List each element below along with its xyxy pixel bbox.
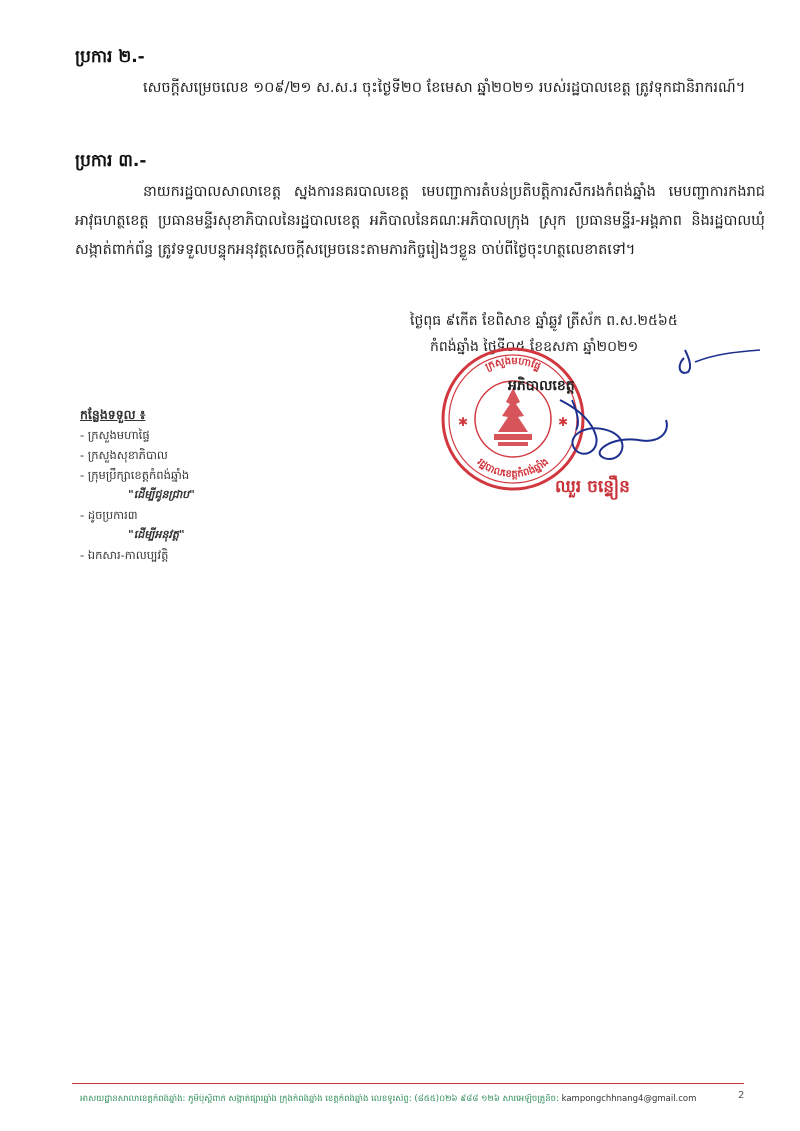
svg-text:✱: ✱ xyxy=(558,415,569,429)
recipient-item: - ដូចប្រការ៣ xyxy=(80,508,138,522)
recipient-item: - ក្រុមប្រឹក្សាខេត្តកំពង់ឆ្នាំង xyxy=(80,468,190,482)
recipients-title: កន្លែងទទួល ៖ xyxy=(80,407,146,422)
signatory-title: អភិបាលខេត្ត xyxy=(508,378,575,394)
seal-bottom-text: រដ្ឋបាលខេត្តកំពង់ឆ្នាំង xyxy=(474,456,552,481)
signatory-name: ឈួរ ចន្ទឿន xyxy=(555,477,630,497)
footer-text: អាសយដ្ឋានសាលាខេត្តកំពង់ឆ្នាំង: ភូមិប៉ុស្តិ៍ពាក់ សង្កាត់ផ្សារឆ្នាំង ក្រុងកំពង់ឆ្នាំង ខេត្តកំពង់ឆ្នាំង លេខទូរស័ព្ទ: (៨៥៥)០២៦ ៩៨៨ ១២៦ សារអេឡិចត្រូនិច: xyxy=(80,1094,559,1104)
page-number: 2 xyxy=(738,1090,745,1101)
recipient-note: "ដើម្បីអនុវត្ត" xyxy=(128,528,185,541)
solar-date: កំពង់ឆ្នាំង ថ្ងៃទី០៥ ខែឧសភា ឆ្នាំ២០២១ xyxy=(430,339,639,355)
recipient-note: "ដើម្បីជូនជ្រាប" xyxy=(128,488,195,501)
recipients-list xyxy=(80,405,310,565)
recipient-item: - ឯកសារ-កាលប្បវត្តិ xyxy=(80,548,169,562)
article-3-heading: ប្រការ ៣.- xyxy=(75,151,147,171)
article-3-body xyxy=(75,178,765,265)
lunar-date: ថ្ងៃពុធ ៩កើត ខែពិសាខ ឆ្នាំឆ្លូវ ត្រីស័ក ព.ស.២៥៦៥ xyxy=(410,313,678,329)
footer-address xyxy=(80,1094,720,1106)
footer-email: kampongchhnang4@gmail.com xyxy=(561,1094,697,1104)
recipient-item: - ក្រសួងមហាផ្ទៃ xyxy=(80,428,150,442)
article-2-heading: ប្រការ ២.- xyxy=(75,47,145,67)
handwritten-signature-icon xyxy=(520,340,780,480)
svg-text:✱: ✱ xyxy=(458,415,469,429)
article-2-text: សេចក្តីសម្រេចលេខ ១០៩/២១ ស.ស.រ ចុះថ្ងៃទី២០ ខែមេសា ឆ្នាំ២០២១ របស់រដ្ឋបាលខេត្ត ត្រូវទុកជានិរាករណ៍។ xyxy=(143,80,746,96)
article-2-body xyxy=(75,74,765,103)
footer-rule xyxy=(72,1083,744,1084)
article-3-text: នាយករដ្ឋបាលសាលាខេត្ត ស្នងការនគរបាលខេត្ត មេបញ្ជាការតំបន់ប្រតិបត្តិការសឹករងកំពង់ឆ្នាំង មេបញ្ជាការកងរាជអាវុធហត្ថខេត្ត ប្រធានមន្ទីរសុខាភិបាលនៃរដ្ឋបាលខេត្ត អភិបាលនៃគណៈអភិបាលក្រុង ស្រុក ប្រធានមន្ទីរ-អង្គភាព និងរដ្ឋបាលឃុំ សង្កាត់ពាក់ព័ន្ធ ត្រូវទទួលបន្ទុកអនុវត្តសេចក្តីសម្រេចនេះតាមភារកិច្ចរៀងៗខ្លួន ចាប់ពីថ្ងៃចុះហត្ថលេខាតទៅ។ xyxy=(75,184,765,258)
seal-top-text: ក្រសួងមហាផ្ទៃ xyxy=(483,355,543,374)
recipient-item: - ក្រសួងសុខាភិបាល xyxy=(80,448,168,462)
